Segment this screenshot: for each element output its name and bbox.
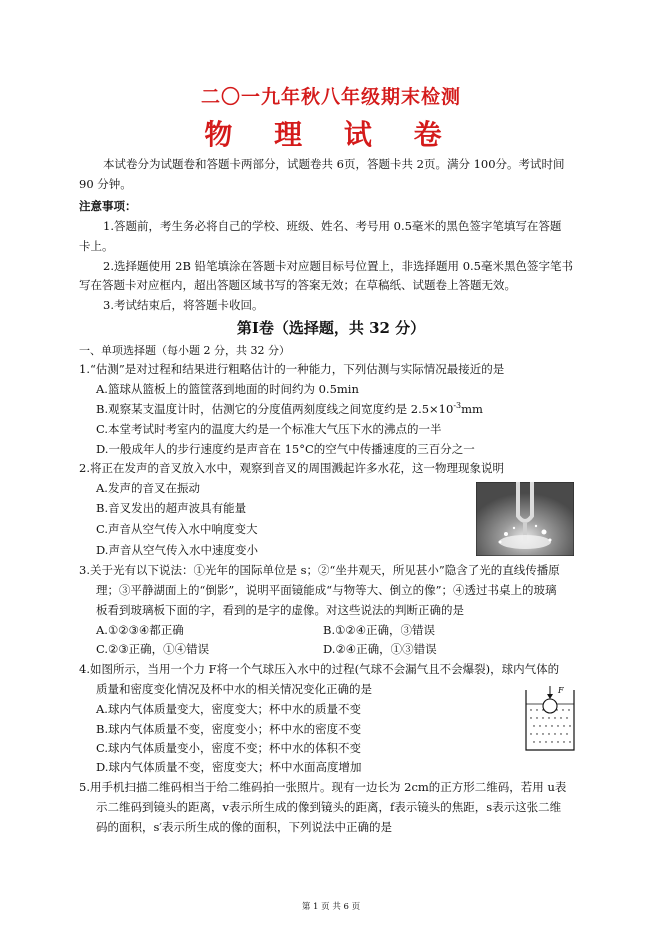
note-2-line-2: 写在答题卡对应框内，超出答题区域书写的答案无效；在草稿纸、试题卷上答题无效。 [79,278,516,292]
section-title: 第Ⅰ卷（选择题，共 32 分） [236,319,426,337]
intro-line-1: 本试卷分为试题卷和答题卡两部分，试题卷共 6页，答题卡共 2页。满分 100分。考试时间 [103,157,565,171]
note-1-line-2: 卡上。 [79,239,114,253]
q1-option-b-exponent: -3 [453,401,462,411]
figure-force-label: F [558,686,564,695]
note-2-line-1: 2.选择题使用 2B 铅笔填涂在答题卡对应题目标号位置上，非选择题用 0.5毫米黑色签字笔书 [103,259,573,273]
q2-option-c: C.声音从空气传入水中响度变大 [96,522,258,536]
q3-option-d: D.②④正确，①③错误 [323,642,437,656]
q3-option-c: C.②③正确，①④错误 [96,642,210,656]
q5-stem-line-2: 示二维码到镜头的距离，v表示所生成的像到镜头的距离，f表示镜头的焦距，s表示这张二维 [96,800,562,814]
q4-option-a: A.球内气体质量变大，密度变大；杯中水的质量不变 [96,702,361,716]
q4-stem-line-2: 质量和密度变化情况及杯中水的相关情况变化正确的是 [96,682,372,696]
q1-option-d: D.一般成年人的步行速度约是声音在 15°C的空气中传播速度的三百分之一 [96,442,475,456]
q1-option-b-unit: mm [461,402,483,416]
q2-stem: 2.将正在发声的音叉放入水中，观察到音叉的周围溅起许多水花，这一物理现象说明 [79,461,504,475]
q3-option-a: A.①②③④都正确 [96,623,184,637]
note-1-line-1: 1.答题前，考生务必将自己的学校、班级、姓名、考号用 0.5毫米的黑色签字笔填写在答题 [103,219,562,233]
q1-option-b-text: B.观察某支温度计时，估测它的分度值两刻度线之间宽度约是 2.5×10 [96,402,454,416]
q2-option-b: B.音叉发出的超声波具有能量 [96,501,247,515]
q1-option-b [96,402,483,417]
beaker-balloon-figure [522,684,578,754]
q4-stem-line-1: 4.如图所示，当用一个力 F将一个气球压入水中的过程(气球不会漏气且不会爆裂)，球内气体的 [79,662,560,676]
notes-heading: 注意事项： [79,199,137,213]
q1-option-a: A.篮球从篮板上的篮筐落到地面的时间约为 0.5min [96,382,359,396]
intro-line-2: 90 分钟。 [79,177,132,191]
subject-title: 物 理 试 卷 [204,118,458,151]
tuning-fork-photo [476,482,574,556]
q3-option-b: B.①②④正确，③错误 [323,623,436,637]
q2-option-a: A.发声的音叉在振动 [96,481,200,495]
q3-stem-line-1: 3.关于光有以下说法：①光年的国际单位是 s；②“坐井观天，所见甚小”隐含了光的直线传播原 [79,563,560,577]
exam-title: 二〇一九年秋八年级期末检测 [200,86,461,108]
q2-option-d: D.声音从空气传入水中速度变小 [96,543,258,557]
q5-stem-line-1: 5.用手机扫描二维码相当于给二维码拍一张照片。现有一边长为 2cm的正方形二维码，若用 u表 [79,780,567,794]
q4-option-c: C.球内气体质量变小，密度不变；杯中水的体积不变 [96,741,362,755]
q1-option-c: C.本堂考试时考室内的温度大约是一个标准大气压下水的沸点的一半 [96,422,442,436]
q4-option-d: D.球内气体质量不变，密度变大；杯中水面高度增加 [96,760,362,774]
q5-stem-line-3: 码的面积，s′表示所生成的像的面积，下列说法中正确的是 [96,820,393,834]
q3-stem-line-3: 板看到玻璃板下面的字，看到的是字的虚像。对这些说法的判断正确的是 [96,603,464,617]
q4-option-b: B.球内气体质量不变，密度变小；杯中水的密度不变 [96,722,362,736]
page-footer: 第 1 页 共 6 页 [301,902,361,912]
q3-stem-line-2: 理；③平静湖面上的“倒影”，说明平面镜能成“与物等大、倒立的像”；④透过书桌上的玻璃 [96,583,557,597]
note-3: 3.考试结束后，将答题卡收回。 [103,298,264,312]
q1-stem: 1.“估测”是对过程和结果进行粗略估计的一种能力，下列估测与实际情况最接近的是 [79,362,505,376]
part-one-heading: 一、单项选择题（每小题 2 分，共 32 分） [79,344,290,357]
